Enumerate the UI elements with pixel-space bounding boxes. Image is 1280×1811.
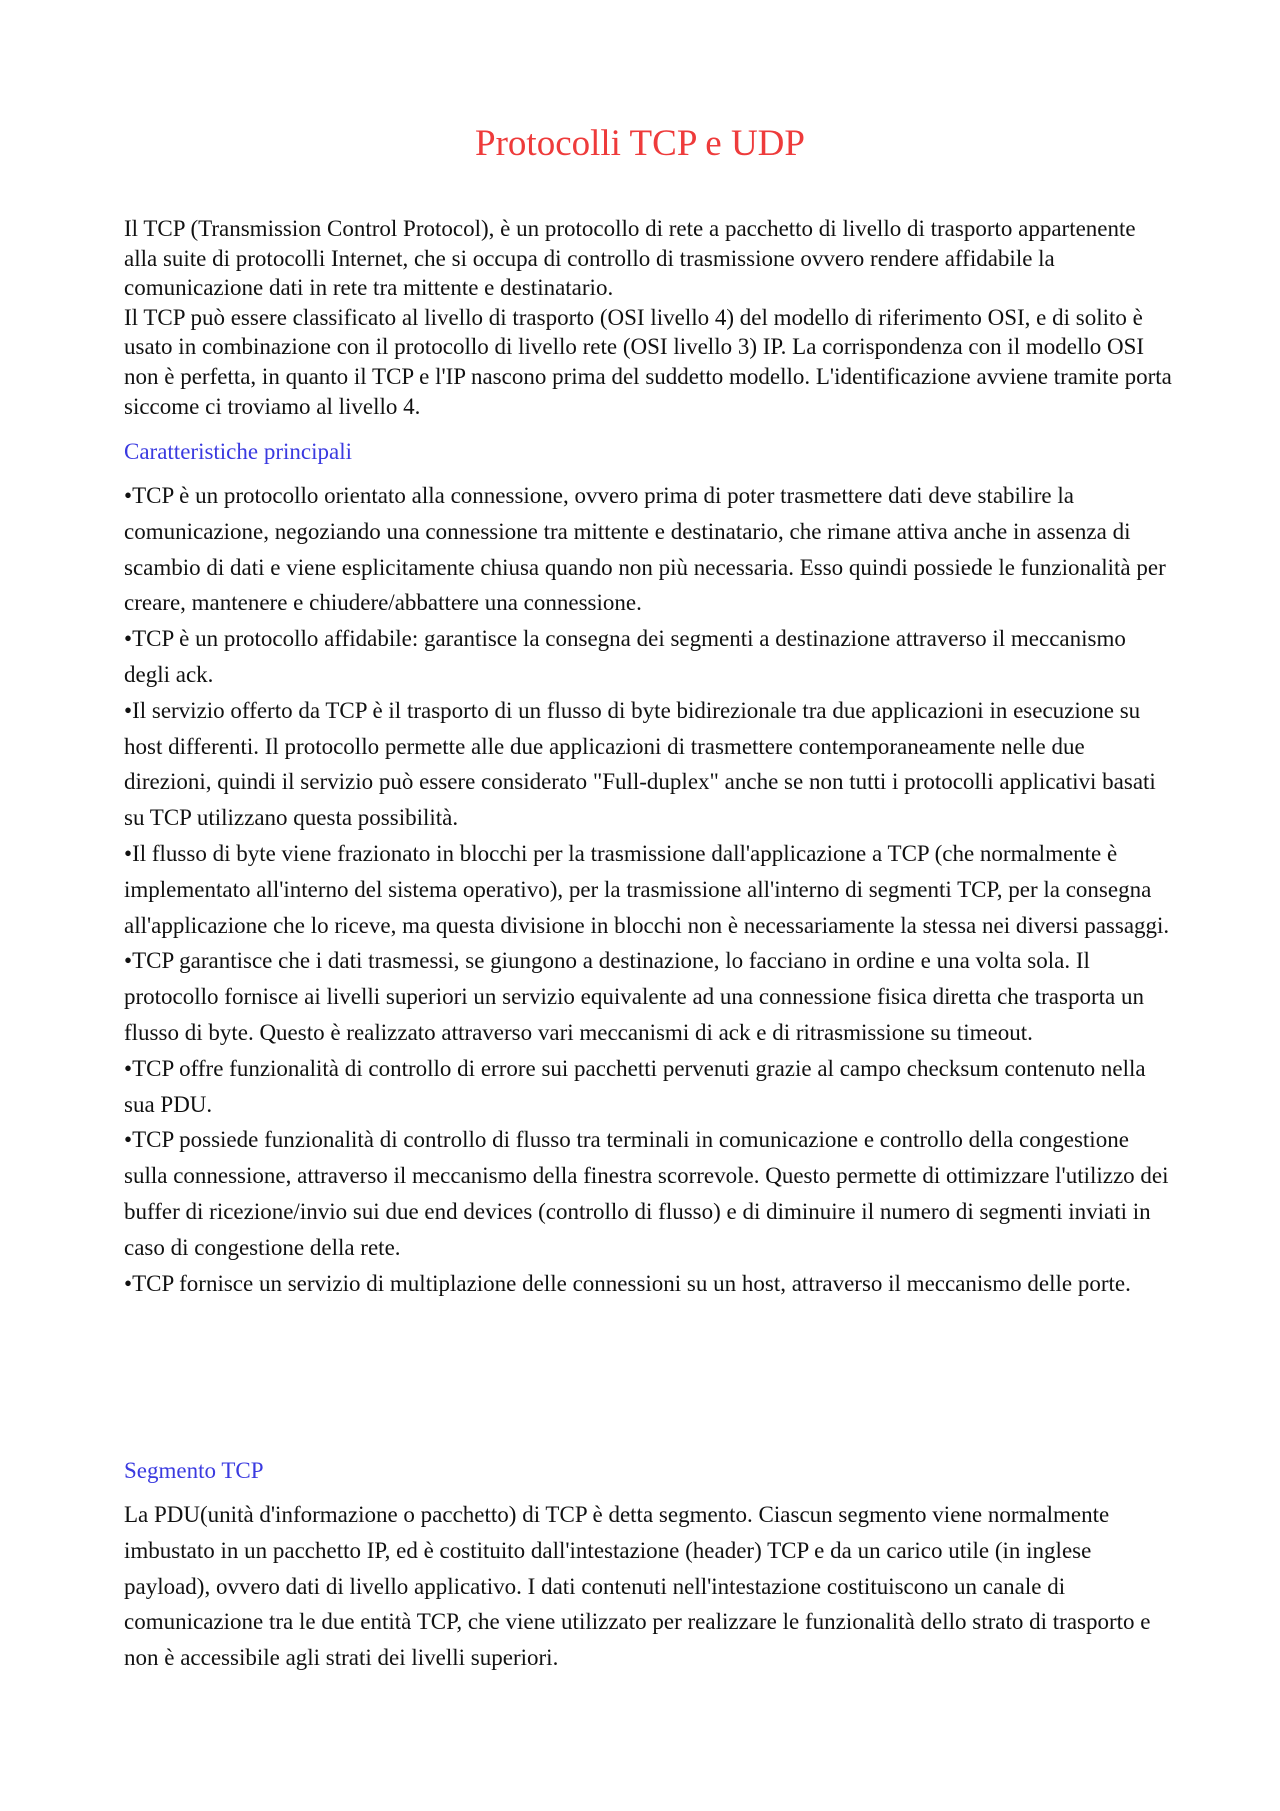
- bullet-icon: •: [124, 1055, 133, 1081]
- intro-paragraph-2: Il TCP può essere classificato al livello di trasporto (OSI livello 4) del modello di riferimento OSI, e di solito è usato in combinazione con il protocollo di livello rete (OSI livello 3) IP. La corrispondenza con il modello OSI non è perfetta, in quanto il TCP e l'IP nascono prima del suddetto modello. L'identificazione avviene tramite porta siccome ci troviamo al livello 4.: [124, 304, 1172, 419]
- list-item: [124, 1266, 1174, 1302]
- list-item: [124, 1051, 1174, 1123]
- segment-paragraph: La PDU(unità d'informazione o pacchetto) di TCP è detta segmento. Ciascun segmento viene normalmente imbustato in un pacchetto IP, ed è costituito dall'intestazione (header) TCP e da un carico utile (in inglese payload), ovvero dati di livello applicativo. I dati contenuti nell'intestazione costituiscono un canale di comunicazione tra le due entità TCP, che viene utilizzato per realizzare le funzionalità dello strato di trasporto e non è accessibile agli strati dei livelli superiori.: [124, 1502, 1151, 1671]
- bullet-icon: •: [124, 626, 133, 652]
- section-heading-features: Caratteristiche principali: [124, 439, 352, 464]
- list-item: [124, 693, 1174, 836]
- list-item: [124, 478, 1174, 621]
- intro-paragraph-1: Il TCP (Transmission Control Protocol), è un protocollo di rete a pacchetto di livello di trasporto appartenente alla suite di protocolli Internet, che si occupa di controllo di trasmissione ovvero rendere affidabile la comunicazione dati in rete tra mittente e destinatario.: [124, 216, 1136, 301]
- list-item-text: TCP offre funzionalità di controllo di errore sui pacchetti pervenuti grazie al campo checksum contenuto nella sua PDU.: [124, 1055, 1146, 1117]
- bullet-icon: •: [124, 840, 133, 866]
- intro-section: [124, 214, 1174, 421]
- list-item-text: TCP garantisce che i dati trasmessi, se giungono a destinazione, lo facciano in ordine e una volta sola. Il protocollo fornisce ai livelli superiori un servizio equivalente ad una connessione fisica diretta che trasporta un flusso di byte. Questo è realizzato attraverso vari meccanismi di ack e di ritrasmissione su timeout.: [124, 948, 1144, 1045]
- bullet-icon: •: [124, 948, 133, 974]
- section-heading-segment: Segmento TCP: [124, 1458, 264, 1483]
- bullet-icon: •: [124, 1270, 133, 1296]
- list-item-text: TCP fornisce un servizio di multiplazione delle connessioni su un host, attraverso il meccanismo delle porte.: [132, 1270, 1131, 1296]
- bullet-icon: •: [124, 697, 133, 723]
- list-item: [124, 621, 1174, 693]
- list-item: [124, 836, 1174, 943]
- list-item-text: TCP possiede funzionalità di controllo di flusso tra terminali in comunicazione e controllo della congestione sulla connessione, attraverso il meccanismo della finestra scorrevole. Questo permette di ottimizzare l'utilizzo dei buffer di ricezione/invio sui due end devices (controllo di flusso) e di diminuire il numero di segmenti inviati in caso di congestione della rete.: [124, 1127, 1169, 1260]
- features-list: [124, 478, 1174, 1301]
- list-item-text: TCP è un protocollo affidabile: garantisce la consegna dei segmenti a destinazione attraverso il meccanismo degli ack.: [124, 626, 1126, 687]
- list-item: [124, 1122, 1174, 1265]
- list-item: [124, 943, 1174, 1050]
- bullet-icon: •: [124, 483, 133, 508]
- list-item-text: TCP è un protocollo orientato alla connessione, ovvero prima di poter trasmettere dati deve stabilire la comunicazione, negoziando una connessione tra mittente e destinatario, che rimane attiva anche in assenza di scambio di dati e viene esplicitamente chiusa quando non più necessaria. Esso quindi possiede le funzionalità per creare, mantenere e chiudere/abbattere una connessione.: [124, 483, 1166, 616]
- document-title: Protocolli TCP e UDP: [475, 123, 805, 164]
- list-item-text: Il flusso di byte viene frazionato in blocchi per la trasmissione dall'applicazione a TCP (che normalmente è implementato all'interno del sistema operativo), per la trasmissione all'interno di segmenti TCP, per la consegna all'applicazione che lo riceve, ma questa divisione in blocchi non è necessariamente la stessa nei diversi passaggi.: [124, 840, 1170, 938]
- list-item-text: Il servizio offerto da TCP è il trasporto di un flusso di byte bidirezionale tra due applicazioni in esecuzione su host differenti. Il protocollo permette alle due applicazioni di trasmettere contemporaneamente nelle due direzioni, quindi il servizio può essere considerato "Full-duplex" anche se non tutti i protocolli applicativi basati su TCP utilizzano questa possibilità.: [124, 697, 1156, 831]
- bullet-icon: •: [124, 1127, 133, 1153]
